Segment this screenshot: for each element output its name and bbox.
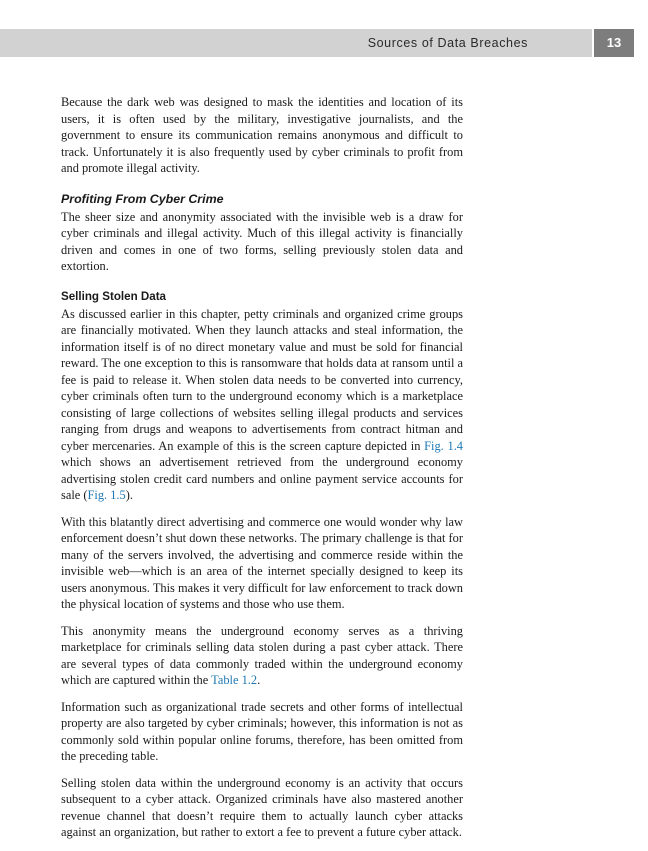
figure-1-5-link[interactable]: Fig. 1.5: [87, 488, 126, 502]
selling-paragraph-2: With this blatantly direct advertising and commerce one would wonder why law enforcement doesn’t shut down these networks. The primary challenge is that for many of the servers involved, the advertising and commerce reside within the invisible web—which is an area of the internet specially designed to keep its users anonymous. This makes it very difficult for law enforcement to track down the physical location of systems and those who use them.: [61, 514, 463, 611]
selling-paragraph-1: [61, 306, 463, 504]
selling-p3-text-a: This anonymity means the underground economy serves as a thriving marketplace for criminals selling data stolen during a past cyber attack. There are several types of data commonly traded within the underground economy which are captured within the: [61, 623, 463, 687]
selling-p1-text-b: which shows an advertisement retrieved from the underground economy advertising stolen credit card numbers and online payment service accounts for sale (: [61, 455, 463, 502]
selling-p1-text-c: ).: [125, 488, 133, 502]
table-1-2-link[interactable]: Table 1.2: [211, 673, 258, 687]
intro-paragraph: Because the dark web was designed to mask the identities and location of its users, it is often used by the military, investigative journalists, and the government to ensure its communication remains anonymous and difficult to track. Unfortunately it is also frequently used by cyber criminals to profit from and promote illegal activity.: [61, 95, 463, 175]
selling-paragraph-5: Selling stolen data within the underground economy is an activity that occurs subsequent to a cyber attack. Organized criminals have also mastered another revenue channel that doesn’t require them to actually launch cyber attacks against an organization, but rather to extort a fee to prevent a future cyber attack.: [61, 775, 463, 839]
page-number: 13: [606, 35, 622, 50]
running-head-title: Sources of Data Breaches: [367, 36, 528, 50]
section-heading-profiting: Profiting From Cyber Crime: [61, 191, 224, 206]
selling-p1-text-a: As discussed earlier in this chapter, petty criminals and organized crime groups are financially motivated. When they launch attacks and steal information, the information itself is of no direct monetary value and must be sold for financial reward. The one exception to this is ransomware that holds data at ransom until a fee is paid to release it. When stolen data needs to be converted into currency, cyber criminals often turn to the underground economy which is a marketplace consisting of large collections of websites selling illegal products and services ranging from drugs and weapons to advertisements from contract hitman and cyber mercenaries. An example of this is the screen capture depicted in: [61, 306, 464, 453]
figure-1-4-link[interactable]: Fig. 1.4: [424, 438, 463, 453]
selling-paragraph-3: [61, 623, 463, 689]
selling-paragraph-4: Information such as organizational trade secrets and other forms of intellectual property are also targeted by cyber criminals; however, this information is not as commonly sold within popular online forums, therefore, has been omitted from the preceding table.: [61, 699, 463, 763]
running-head-bar: [0, 29, 592, 57]
profiting-paragraph: The sheer size and anonymity associated with the invisible web is a draw for cyber criminals and illegal activity. Much of this illegal activity is financially driven and comes in one of two forms, selling previously stolen data and extortion.: [61, 209, 463, 273]
page-number-box: [594, 29, 634, 57]
selling-p3-text-b: .: [257, 673, 261, 687]
subsection-heading-selling: Selling Stolen Data: [61, 289, 167, 303]
running-head: [0, 29, 648, 57]
page-body: [61, 94, 463, 851]
